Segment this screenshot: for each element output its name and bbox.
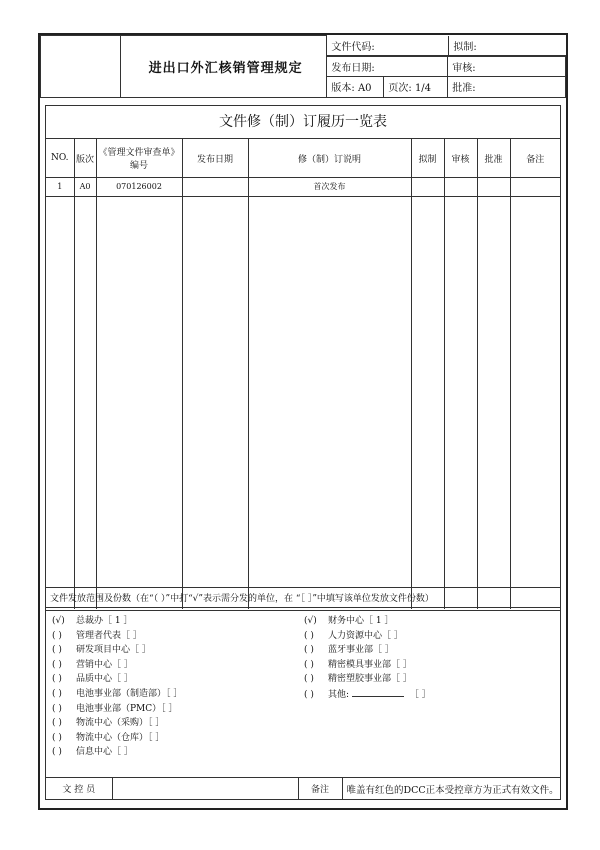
col-header-no: NO. bbox=[46, 139, 74, 178]
revision-history-table bbox=[46, 139, 560, 609]
cell-reviewed bbox=[444, 178, 477, 197]
cell-date bbox=[182, 178, 248, 197]
version-label: 版本: A0 bbox=[327, 77, 384, 97]
document-footer bbox=[46, 777, 560, 799]
cell-no: 1 bbox=[46, 178, 74, 197]
table-row-empty bbox=[46, 197, 560, 610]
col-header-drafted: 拟制 bbox=[411, 139, 444, 178]
list-item[interactable]: ( ) 物流中心（仓库）［ ］ bbox=[52, 732, 165, 743]
col-header-date: 发布日期 bbox=[182, 139, 248, 178]
remark-label: 备注 bbox=[298, 778, 342, 800]
list-item[interactable]: ( ) 蓝牙事业部［ ］ bbox=[304, 645, 394, 656]
other-blank-field[interactable] bbox=[352, 687, 404, 697]
list-item[interactable]: ( ) 管理者代表［ ］ bbox=[52, 630, 142, 641]
approved-label: 批准: bbox=[448, 76, 566, 97]
col-header-desc: 修（制）订说明 bbox=[248, 139, 411, 178]
distribution-left-column bbox=[52, 614, 182, 760]
col-header-approved: 批准 bbox=[477, 139, 510, 178]
cell-approved bbox=[477, 178, 510, 197]
list-item[interactable]: ( ) 精密塑胶事业部［ ］ bbox=[304, 674, 412, 685]
page-label: 页次: 1/4 bbox=[388, 83, 432, 94]
list-item[interactable]: ( ) 电池事业部（制造部）［ ］ bbox=[52, 688, 183, 699]
controller-value bbox=[112, 778, 298, 800]
logo-area bbox=[41, 36, 121, 98]
document-title: 进出口外汇核销管理规定 bbox=[120, 36, 327, 98]
list-item[interactable]: (√) 总裁办［ 1 ］ bbox=[52, 616, 133, 626]
cell-review-no: 070126002 bbox=[96, 178, 182, 197]
list-item[interactable]: (√) 财务中心［ 1 ］ bbox=[304, 616, 394, 626]
controller-label: 文 控 员 bbox=[46, 778, 112, 800]
distribution-right-column bbox=[304, 614, 431, 702]
remark-text: 唯盖有红色的DCC正本受控章方为正式有效文件。 bbox=[342, 778, 560, 800]
cell-drafted bbox=[411, 178, 444, 197]
revision-history bbox=[45, 105, 561, 608]
list-item-other[interactable]: ( ) 其他: ［ ］ bbox=[304, 687, 431, 702]
cell-version: A0 bbox=[74, 178, 96, 197]
list-item[interactable]: ( ) 电池事业部（PMC）［ ］ bbox=[52, 703, 178, 714]
col-header-remark: 备注 bbox=[510, 139, 560, 178]
document-header bbox=[40, 35, 566, 98]
issue-date-label: 发布日期: bbox=[327, 56, 448, 76]
cell-remark bbox=[510, 178, 560, 197]
revision-history-title: 文件修（制）订履历一览表 bbox=[46, 106, 560, 139]
drafted-label: 拟制: bbox=[449, 36, 566, 56]
doc-code-label: 文件代码: bbox=[327, 36, 449, 56]
list-item[interactable]: ( ) 研发项目中心［ ］ bbox=[52, 645, 151, 656]
distribution-section bbox=[45, 587, 561, 800]
list-item[interactable]: ( ) 物流中心（采购）［ ］ bbox=[52, 718, 165, 729]
col-header-reviewed: 审核 bbox=[444, 139, 477, 178]
list-item[interactable]: ( ) 人力资源中心［ ］ bbox=[304, 630, 403, 641]
col-header-version: 版次 bbox=[74, 139, 96, 178]
list-item[interactable]: ( ) 营销中心［ ］ bbox=[52, 659, 133, 670]
document-frame bbox=[38, 33, 568, 810]
list-item[interactable]: ( ) 品质中心［ ］ bbox=[52, 674, 133, 685]
reviewed-label: 审核: bbox=[448, 56, 566, 76]
list-item[interactable]: ( ) 精密模具事业部［ ］ bbox=[304, 659, 412, 670]
distribution-title: 文件发放范围及份数（在“（ ）”中打“√”表示需分发的单位，在 “［ ］”中填写该单位发放文件份数） bbox=[46, 588, 560, 611]
col-header-review-no: 《管理文件审查单》编号 bbox=[96, 139, 182, 178]
list-item[interactable]: ( ) 信息中心［ ］ bbox=[52, 747, 133, 758]
cell-desc: 首次发布 bbox=[248, 178, 411, 197]
table-row bbox=[46, 178, 560, 197]
